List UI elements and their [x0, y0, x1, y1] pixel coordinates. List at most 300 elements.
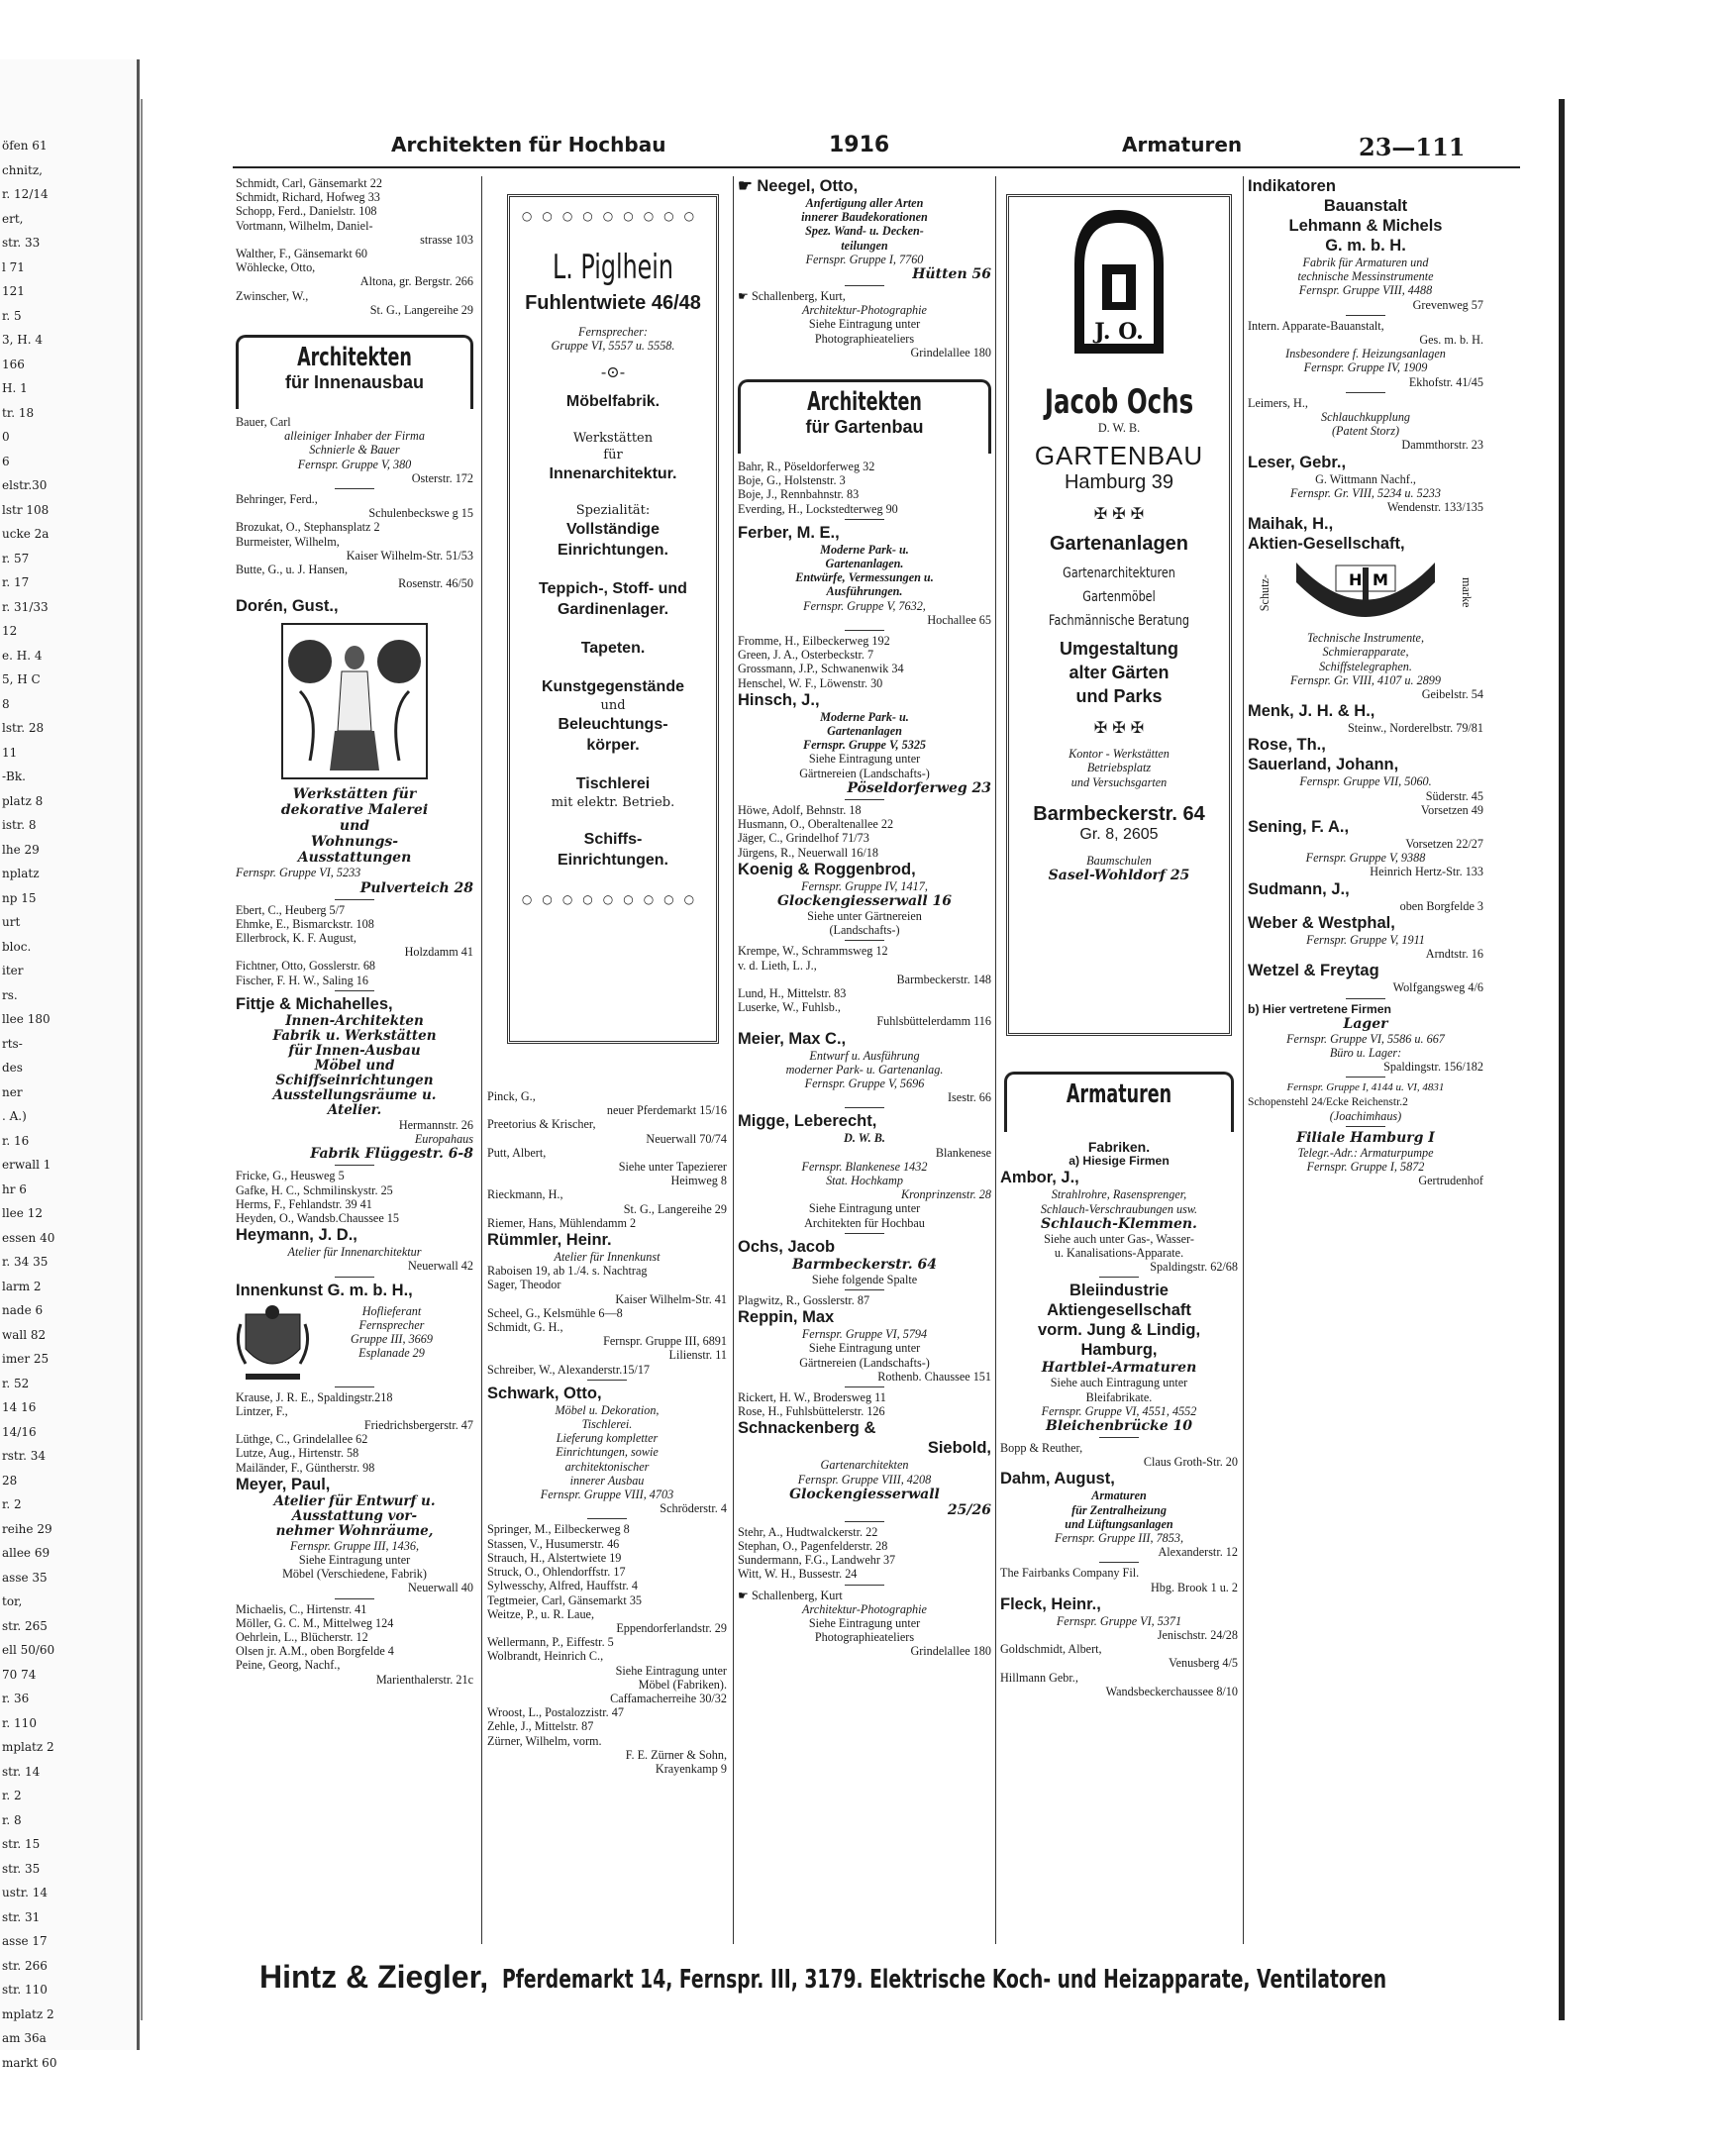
left-page-fragment: asse 35: [2, 1570, 48, 1585]
text-line: Fernspr. Gruppe IV, 1909: [1303, 360, 1428, 375]
text-line: Insbesondere f. Heizungsanlagen: [1285, 347, 1446, 361]
entry-name: Boje, J., Rennbahnstr. 83: [738, 487, 860, 502]
directory-entry: [487, 1363, 727, 1377]
directory-entry: [487, 1579, 727, 1592]
text-line: Architekten für Hochbau: [804, 1215, 925, 1230]
entry-address: strasse 103: [420, 232, 473, 247]
entry-list: [236, 1390, 473, 1475]
svg-text:J. O.: J. O.: [1094, 319, 1144, 345]
text-line: Ausstattungen: [297, 850, 412, 867]
directory-entry: [738, 1539, 991, 1553]
ad-line: Gardinenlager.: [557, 601, 669, 619]
entry-list: [738, 634, 991, 690]
entry-address: Fernspr. Gruppe III, 6891: [603, 1334, 727, 1349]
text-line: Möbel und: [314, 1057, 395, 1074]
left-page-fragment: r. 2: [2, 1789, 22, 1802]
jacob-ochs-name: Jacob Ochs: [1044, 382, 1194, 422]
entry-name: Vortmann, Wilhelm, Daniel-: [236, 218, 373, 233]
directory-entry: [236, 1658, 473, 1686]
entry-name: Wroost, L., Postalozzistr. 47: [487, 1705, 624, 1720]
directory-entry: [236, 1644, 473, 1658]
left-page-fragment: nade 6: [2, 1303, 44, 1317]
entry-name: Boje, G., Holstenstr. 3: [738, 473, 846, 488]
ad-line: Gartenmöbel: [1082, 589, 1156, 606]
footer-advertisement: [259, 1959, 1557, 1999]
heymann-name: Heymann, J. D.,: [236, 1226, 357, 1245]
entry-name: Herms, F., Fehlandstr. 39 41: [236, 1196, 372, 1211]
column-divider: [733, 176, 734, 1944]
directory-entry: [487, 1216, 727, 1230]
text-line: Möbel (Verschiedene, Fabrik): [282, 1567, 427, 1582]
entry-address: Barmbeckerstr. 148: [896, 972, 991, 986]
ambor-name: Ambor, J.,: [1000, 1169, 1079, 1187]
entry-list: [487, 1089, 727, 1230]
text-line: Schiffstelegraphen.: [1319, 659, 1412, 673]
left-page-fragment: rstr. 34: [2, 1449, 47, 1463]
directory-entry: [738, 1404, 991, 1418]
entry-name: Sundermann, F.G., Landwehr 37: [738, 1553, 896, 1568]
text-line: und Lüftungsanlagen: [1065, 1516, 1173, 1531]
entry-name: Stehr, A., Hudtwalckerstr. 22: [738, 1524, 878, 1539]
entry-name: Luserke, W., Fuhlsb.,: [738, 1000, 841, 1015]
text-line: Möbel u. Dekoration,: [555, 1402, 660, 1417]
entry-name: Pinck, G.,: [487, 1089, 536, 1103]
entry-name: Oehrlein, L., Blücherstr. 12: [236, 1629, 368, 1644]
left-page-fragment: l 71: [2, 259, 25, 274]
sening-name: Sening, F. A.,: [1248, 818, 1350, 837]
directory-entry: [236, 176, 473, 190]
directory-entry: [487, 1692, 727, 1705]
left-page-fragment: ustr. 14: [2, 1886, 49, 1899]
directory-entry: [487, 1635, 727, 1649]
entry-name: Höwe, Adolf, Behnstr. 18: [738, 802, 862, 817]
trademark-icon: [1291, 558, 1440, 627]
text-line: Betriebsplatz: [1086, 761, 1152, 775]
left-page-fragment: imer 25: [2, 1352, 50, 1366]
entry-name: Rickert, H. W., Brodersweg 11: [738, 1389, 886, 1404]
entry-name: Burmeister, Wilhelm,: [236, 534, 340, 549]
entry-address: neuer Pferdemarkt 15/16: [606, 1103, 727, 1118]
entry-address: Neuerwall 70/74: [646, 1131, 727, 1146]
left-page-fragment: r. 110: [2, 1715, 37, 1730]
ad-line: Innenarchitektur.: [549, 465, 677, 483]
ad-line: Teppich-, Stoff- und: [539, 580, 687, 598]
text-line: Gartenanlagen: [827, 724, 902, 739]
left-page-fragment: np 15: [2, 890, 37, 905]
entry-list: [1000, 1642, 1238, 1698]
directory-entry: [487, 1593, 727, 1607]
entry-address: Wandsbeckerchaussee 8/10: [1105, 1684, 1238, 1698]
text-line: Architektur-Photographie: [802, 303, 927, 318]
migge-name: Migge, Leberecht,: [738, 1112, 877, 1131]
entry-schallenberg: [738, 289, 991, 359]
directory-entry: [738, 1000, 991, 1028]
directory-entry: [738, 676, 991, 690]
entry-list: [738, 944, 991, 1028]
directory-entry: [487, 1278, 727, 1305]
entry-address: Venusberg 4/5: [1169, 1656, 1238, 1671]
text-line: Aktiengesellschaft: [1047, 1301, 1191, 1320]
left-page-fragment: r. 34 35: [2, 1255, 49, 1269]
left-page-fragment: urt: [2, 915, 21, 929]
entry-name: Hillmann Gebr.,: [1000, 1670, 1078, 1685]
entry-list: [738, 1525, 991, 1582]
entry-address: Grindelallee 180: [910, 345, 991, 359]
left-page-fragment: ert,: [2, 211, 24, 226]
header-rule: [233, 166, 1520, 168]
left-page-fragment: r. 12/14: [2, 187, 49, 201]
svg-text:H: H: [1349, 570, 1363, 590]
entry-name: Fromme, H., Eilbeckerweg 192: [738, 634, 890, 649]
text-line: Strahlrohre, Rasensprenger,: [1051, 1187, 1187, 1202]
text-line: Siehe auch unter Gas-, Wasser-: [1044, 1231, 1194, 1246]
directory-entry: [236, 492, 473, 520]
left-page-fragment: am 36a: [2, 2031, 47, 2045]
left-page-fragment: elstr.30: [2, 478, 48, 492]
left-page-fragment: r. 16: [2, 1133, 30, 1148]
text-line: moderner Park- u. Gartenanlag.: [785, 1062, 944, 1077]
left-page-fragment: ner: [2, 1084, 23, 1099]
entry-name: Lutze, Aug., Hirtenstr. 58: [236, 1446, 359, 1461]
entry-list: [236, 176, 473, 317]
left-page-fragment: tr. 18: [2, 405, 35, 420]
text-line: Ausstattung vor-: [291, 1507, 418, 1524]
left-page-fragment: mplatz 2: [2, 1740, 54, 1754]
text-line: Siehe Eintragung unter: [808, 1616, 921, 1631]
left-page-fragment: platz 8: [2, 793, 44, 808]
column-divider: [995, 176, 996, 1944]
directory-entry: [487, 1089, 727, 1117]
entry-name: Michaelis, C., Hirtenstr. 41: [236, 1601, 367, 1616]
entry-name: Intern. Apparate-Bauanstalt,: [1248, 318, 1384, 333]
fittje-fabrik: Fabrik Flüggestr. 6-8: [310, 1146, 473, 1163]
piglhein-services: [516, 391, 710, 871]
entry-name: Weitze, P., u. R. Laue,: [487, 1606, 595, 1621]
text-line: Fabrik für Armaturen und: [1302, 256, 1429, 269]
directory-entry: [236, 535, 473, 563]
entry-name: Schreiber, W., Alexanderstr.15/17: [487, 1362, 651, 1377]
bleiindustrie-name: [1000, 1281, 1238, 1360]
text-line: Siehe auch Eintragung unter: [1050, 1376, 1188, 1390]
text-line: Bleifabrikate.: [1085, 1389, 1153, 1404]
directory-entry: [738, 1525, 991, 1539]
directory-entry: [738, 986, 991, 1000]
text-line: Schiffseinrichtungen: [275, 1072, 434, 1088]
ad-line: Spezialität:: [575, 503, 651, 519]
entry-name: Struck, O., Ohlendorffstr. 17: [487, 1565, 626, 1580]
left-page-fragment: larm 2: [2, 1279, 42, 1293]
entry-name: Wellermann, P., Eiffestr. 5: [487, 1635, 614, 1650]
directory-entry: [236, 1446, 473, 1460]
text-line: Fernsprecher: [358, 1317, 425, 1332]
text-line: Spez. Wand- u. Decken-: [805, 224, 924, 239]
entry-list: [487, 1522, 727, 1776]
piglhein-advertisement: ○○○○○○○○○ L. Piglhein Fuhlentwiete 46/48 Fernsprecher: Gruppe VI, 5557 u. 5558. -⊙- Möbelfabrik. Werkstätten für Innenarchitektur. Spezialität: Vollständige Einrichtungen. Teppich-, Stoff- und Gardinenlager. Tapeten. Kunstgegenstände und Beleuchtungs- körper. Tischlerei mit elektr. Betrieb. Schiffs- Einrichtungen. ○○○○○○○○○: [507, 194, 719, 1044]
entry-bauer: [236, 415, 473, 485]
directory-entry: [738, 460, 991, 473]
text-line: für Innen-Ausbau: [288, 1042, 421, 1059]
entry-list: [236, 1602, 473, 1687]
ad-line: Kunstgegenstände: [541, 678, 684, 696]
entry-name: Schopp, Ferd., Danielstr. 108: [236, 204, 377, 219]
left-page-fragment: tor,: [2, 1594, 23, 1608]
entry-name: Strauch, H., Alstertwiete 19: [487, 1550, 622, 1565]
text-line: Armaturen: [1091, 1489, 1147, 1503]
text-line: Ausführungen.: [826, 584, 903, 599]
entry-name: Fichtner, Otto, Gosslerstr. 68: [236, 959, 376, 974]
meier-name: Meier, Max C.,: [738, 1029, 847, 1048]
entry-name: Ellerbrock, K. F. August,: [236, 931, 356, 946]
innenkunst-name: Innenkunst G. m. b. H.,: [236, 1281, 413, 1299]
text-line: Schmierapparate,: [1322, 645, 1409, 660]
text-line: teilungen: [841, 238, 888, 253]
entry-name: Stephan, O., Pagenfelderstr. 28: [738, 1539, 888, 1553]
fittje-name: Fittje & Michahelles,: [236, 994, 393, 1013]
left-page-fragment: r. 8: [2, 1812, 22, 1827]
left-page-fragment: iter: [2, 964, 24, 977]
left-page-fragment: 6: [2, 454, 10, 468]
left-page-fragment: H. 1: [2, 381, 28, 395]
directory-entry: [236, 1461, 473, 1475]
directory-entry: [487, 1734, 727, 1777]
entry-name: Olsen jr. A.M., oben Borgfelde 4: [236, 1644, 394, 1659]
text-line: Gärtnereien (Landschafts-): [799, 1355, 930, 1370]
text-line: Tischlerei.: [581, 1417, 633, 1432]
text-line: Werkstätten für: [292, 786, 417, 803]
rose-name: Rose, Th.,: [1248, 736, 1326, 755]
left-page-fragment: markt 60: [2, 2055, 57, 2070]
text-line: Innen-Architekten: [285, 1012, 424, 1029]
directory-entry: [487, 1551, 727, 1565]
left-page-fragment: öfen 61: [2, 139, 48, 153]
entry-name: Schmidt, Carl, Gänsemarkt 22: [236, 176, 382, 190]
text-line: Ausstellungsräume u.: [272, 1086, 437, 1103]
text-line: G. Wittmann Nachf.,: [1315, 471, 1416, 486]
directory-entry: [738, 959, 991, 986]
text-line: Esplanade 29: [358, 1346, 425, 1361]
entry-address: Siehe Eintragung unter: [615, 1663, 727, 1678]
directory-entry: [738, 634, 991, 648]
text-line: G. m. b. H.: [1325, 237, 1406, 255]
left-page-fragment: str. 14: [2, 1764, 41, 1779]
entry-name: ☛ Schallenberg, Kurt,: [738, 289, 846, 304]
jacob-ochs-services: [1013, 533, 1225, 708]
leser-name: Leser, Gebr.,: [1248, 453, 1347, 471]
coat-of-arms-icon: [236, 1304, 310, 1384]
left-page-fragment: r. 5: [2, 308, 22, 323]
entry-address: Fuhlsbüttelerdamm 116: [876, 1014, 991, 1029]
lehmann-michels-name: [1248, 196, 1483, 256]
ad-line: Möbelfabrik.: [565, 393, 661, 411]
entry-address: St. G., Langereihe 29: [623, 1201, 727, 1216]
directory-entry: [738, 502, 991, 516]
directory-entry: [236, 1404, 473, 1432]
left-page-fragment: mplatz 2: [2, 2006, 54, 2021]
left-page-fragment: istr. 8: [2, 818, 37, 832]
entry-name: Ehmke, E., Bismarckstr. 108: [236, 916, 374, 931]
directory-entry: [236, 1390, 473, 1404]
koenig-name: Koenig & Roggenbrod,: [738, 860, 916, 878]
text-line: Wohnungs-: [310, 834, 399, 851]
text-line: architektonischer: [564, 1459, 650, 1474]
text-line: Moderne Park- u.: [820, 542, 909, 557]
entry-name: Husmann, O., Oberaltenallee 22: [738, 817, 894, 832]
ad-line: Tapeten.: [580, 640, 646, 658]
left-page-fragment: wall 82: [2, 1327, 47, 1342]
left-page-fragment: rts-: [2, 1036, 23, 1051]
text-line: Fabrik u. Werkstätten: [272, 1027, 437, 1044]
entry-name: Preetorius & Krischer,: [487, 1117, 596, 1132]
entry-name: Schmidt, G. H.,: [487, 1320, 563, 1335]
entry-address: Möbel (Fabriken).: [638, 1677, 727, 1692]
section-heading-innenausbau: Architekten für Innenausbau: [236, 335, 473, 409]
entry-name: Bauer, Carl: [236, 415, 291, 430]
text-line: Atelier.: [327, 1101, 382, 1118]
ferber-name: Ferber, M. E.,: [738, 523, 840, 542]
left-page-fragment: 5, H C: [2, 672, 41, 686]
directory-entry: [738, 1390, 991, 1404]
left-page-fragment: r. 2: [2, 1497, 22, 1511]
entry-address: F. E. Zürner & Sohn,: [625, 1747, 727, 1762]
header-left: Architekten für Hochbau: [391, 133, 666, 156]
directory-entry: [487, 1537, 727, 1551]
directory-entry: [487, 1146, 727, 1188]
left-page-fragment: str. 35: [2, 1861, 41, 1876]
left-page-fragment: reihe 29: [2, 1521, 52, 1536]
svg-text:M: M: [1373, 570, 1388, 590]
wetzel-name: Wetzel & Freytag: [1248, 962, 1379, 980]
entry-address: Caffamacherreihe 30/32: [610, 1691, 727, 1705]
left-page-fragment: chnitz,: [2, 162, 43, 177]
entry-list: [738, 1390, 991, 1418]
entry-name: Brozukat, O., Stephansplatz 2: [236, 520, 380, 535]
piglhein-name: L. Piglhein: [553, 248, 673, 287]
entry-address: Kaiser Wilhelm-Str. 51/53: [346, 548, 473, 563]
directory-entry: [236, 1169, 473, 1182]
entry-address: Ekhofstr. 41/45: [1408, 374, 1483, 389]
entry-address: Wendenstr. 133/135: [1386, 500, 1483, 515]
text-line: für Zentralheizung: [1071, 1502, 1167, 1517]
header-right: Armaturen: [1122, 133, 1243, 156]
entry-name: Riemer, Hans, Mühlendamm 2: [487, 1215, 637, 1230]
entry-name: Grossmann, J.P., Schwanenwik 34: [738, 662, 904, 676]
entry-name: Walther, F., Gänsemarkt 60: [236, 247, 367, 261]
dahm-name: Dahm, August,: [1000, 1470, 1115, 1489]
ad-line: Gartenarchitekturen: [1063, 565, 1175, 582]
entry-address: Holzdamm 41: [404, 945, 473, 960]
left-page-fragment: lstr. 28: [2, 721, 45, 735]
entry-name: Zwinscher, W.,: [236, 288, 309, 303]
entry-name: Green, J. A., Osterbeckstr. 7: [738, 648, 874, 663]
directory-entry: [236, 190, 473, 204]
neegel-name: ☛ Neegel, Otto,: [738, 177, 859, 195]
text-line: (Patent Storz): [1331, 424, 1400, 439]
directory-entry: [738, 944, 991, 958]
entry-name: Peine, Georg, Nachf.,: [236, 1658, 341, 1673]
maihak-name: Maihak, H.,: [1248, 515, 1334, 534]
entry-list: [236, 492, 473, 590]
text-line: u. Kanalisations-Apparate.: [1054, 1246, 1184, 1261]
text-line: Architektur-Photographie: [802, 1601, 927, 1616]
entry-name: Zürner, Wilhelm, vorm.: [487, 1733, 602, 1748]
directory-entry: [236, 1602, 473, 1616]
directory-entry: [236, 260, 473, 288]
entry-name: Schmidt, Richard, Hofweg 33: [236, 190, 380, 205]
ad-line: und Parks: [1075, 686, 1163, 707]
entry-name: Witt, W. H., Bussestr. 24: [738, 1567, 858, 1582]
entry-name: Mailänder, F., Güntherstr. 98: [236, 1460, 375, 1475]
entry-name: Tegtmeier, Carl, Gänsemarkt 35: [487, 1592, 643, 1607]
directory-entry: [236, 903, 473, 917]
left-page-fragment: llee 12: [2, 1206, 43, 1220]
directory-entry: [738, 648, 991, 662]
left-page-fragment: hr 6: [2, 1181, 27, 1196]
text-line: Photographieateliers: [814, 1630, 915, 1645]
entry-name: Lund, H., Mittelstr. 83: [738, 985, 847, 1000]
text-line: Technische Instrumente,: [1306, 631, 1425, 646]
left-page-fragment: r. 52: [2, 1376, 30, 1390]
directory-entry: [236, 520, 473, 534]
text-line: Ges. m. b. H.: [1419, 333, 1483, 348]
section-heading-gartenbau: Architekten für Gartenbau: [738, 379, 991, 454]
left-page-fragment: 14/16: [2, 1424, 37, 1439]
ad-line: Einrichtungen.: [558, 542, 668, 560]
left-page-fragment: r. 36: [2, 1692, 30, 1705]
entry-name: Lintzer, F.,: [236, 1403, 288, 1418]
entry-name: Putt, Albert,: [487, 1145, 547, 1160]
text-line: Anfertigung aller Arten: [805, 196, 924, 210]
text-line: Siehe unter Gärtnereien: [807, 908, 922, 923]
left-page-fragment: str. 31: [2, 1909, 41, 1924]
entry-name: Bahr, R., Pöseldorferweg 32: [738, 460, 875, 474]
entry-address: Schulenbeckswe g 15: [368, 506, 473, 521]
schwark-name: Schwark, Otto,: [487, 1384, 602, 1402]
header-year: 1916: [829, 133, 890, 157]
ad-line: Einrichtungen.: [558, 852, 668, 870]
left-page-fragment: -Bk.: [2, 770, 26, 783]
sauerland-name: Sauerland, Johann,: [1248, 756, 1399, 774]
ad-line: und: [600, 698, 626, 714]
jacob-ochs-logo-icon: [1065, 205, 1173, 373]
header-page-number: 23—111: [1359, 133, 1466, 161]
ochs-name: Ochs, Jacob: [738, 1237, 836, 1256]
column-3: ☛ Neegel, Otto, Anfertigung aller Arten innerer Baudekorationen Spez. Wand- u. Decken- teilungen Fernspr. Gruppe I, 7760 Hütten 56 ☛ Schallenberg, Kurt, Architektur-Photographie Siehe Eintragung unter Photographieateliers Grindelallee 180 Architekten für Gartenbau Bahr, R., Pöseldorferweg 32 Boje, G., Holstenstr. 3 Boje, J., Rennbahnstr. 83 Everding, H., Lockstedterweg 90 Ferber, M. E., Moderne Park- u. Gartenanlagen. Entwürfe, Vermessungen u. Ausführungen. Fernspr. Gruppe V, 7632, Hochallee 65 Fromme, H., Eilbeckerweg 192 Green, J. A., Osterbeckstr. 7 Grossmann, J.P., Schwanenwik 34 Henschel, W. F., Löwenstr. 30 Hinsch, J., Moderne Park- u. Gartenanlagen Fernspr. Gruppe V, 5325 Siehe Eintragung unter Gärtnereien (Landschafts-) Pöseldorferweg 23 Höwe, Adolf, Behnstr. 18 Husmann, O., Oberaltenallee 22 Jäger, C., Grindelhof 71/73 Jürgens, R., Neuerwall 16/18 Koenig & Roggenbrod, Fernspr. Gruppe IV, 1417, Glockengiesserwall 16 Siehe unter Gärtnereien (Landschafts-) Krempe, W., Schrammsweg 12 v. d. Lieth, L. J., Barmbeckerstr. 148 Lund, H., Mittelstr. 83 Luserke, W., Fuhlsb., Fuhlsbüttelerdamm 116 Meier, Max C., Entwurf u. Ausführung moderner Park- u. Gartenanlag. Fernspr. Gruppe V, 5696 Isestr. 66 Migge, Leberecht, D. W. B. Blankenese Fernspr. Blankenese 1432 Stat. Hochkamp Kronprinzenstr. 28 Siehe Eintragung unter Architekten für Hochbau Ochs, Jacob Barmbeckerstr. 64 Siehe folgende Spalte Plagwitz, R., Gosslerstr. 87 Reppin, Max Fernspr. Gruppe VI, 5794 Siehe Eintragung unter Gärtnereien (Landschafts-) Rothenb. Chaussee 151 Rickert, H. W., Brodersweg 11 Rose, H., Fuhlsbüttelerstr. 126 Schnackenberg & Siebold, Gartenarchitekten Fernspr. Gruppe VIII, 4208 Glockengiesserwall 25/26 Stehr, A., Hudtwalckerstr. 22 Stephan, O., Pagenfelderstr. 28 Sundermann, F.G., Landwehr 37 Witt, W. H., Bussestr. 24 ☛ Schallenberg, Kurt Architektur-Photographie Siehe Eintragung unter Photographieateliers Grindelallee 180: [738, 177, 991, 1659]
doren-description: [236, 786, 473, 866]
entry-name: Springer, M., Eilbeckerweg 8: [487, 1522, 630, 1537]
ad-line: Fachmännische Beratung: [1049, 613, 1189, 630]
entry-name: Heyden, O., Wandsb.Chaussee 15: [236, 1210, 399, 1225]
entry-name: Fischer, F. H. W., Saling 16: [236, 973, 368, 987]
footer-company: Hintz & Ziegler,: [259, 1959, 489, 1995]
entry-address: Grindelallee 180: [910, 1644, 991, 1659]
text-line: und: [339, 818, 370, 835]
doren-figure-illustration: [280, 622, 429, 780]
text-line: und Versuchsgarten: [1070, 774, 1168, 789]
column-1: Schmidt, Carl, Gänsemarkt 22 Schmidt, Richard, Hofweg 33 Schopp, Ferd., Danielstr. 108 Vortmann, Wilhelm, Daniel- strasse 103 Walther, F., Gänsemarkt 60 Wöhlecke, Otto, Altona, gr. Bergstr. 266 Zwinscher, W., St. G., Langereihe 29 Architekten für Innenausbau Bauer, Carl alleiniger Inhaber der Firma Schnierle & Bauer Fernspr. Gruppe V, 380 Osterstr. 172 Behringer, Ferd., Schulenbeckswe g 15 Brozukat, O., Stephansplatz 2 Burmeister, Wilhelm, Kaiser Wilhelm-Str. 51/53 Butte, G., u. J. Hansen, Rosenstr. 46/50 Dorén, Gust., Werkstätten für dekorative Malerei und Wohnungs- Ausstattungen Fernspr. Gruppe VI, 5233 Pulverteich 28 Ebert, C., Heuberg 5/7 Ehmke, E., Bismarckstr. 108 Ellerbrock, K. F. August, Holzdamm 41 Fichtner, Otto, Gosslerstr. 68 Fischer, F. H. W., Saling 16 Fittje & Michahelles, Innen-Architekten Fabrik u. Werkstätten für Innen-Ausbau Möbel und Schiffseinrichtungen Ausstellungsräume u. Atelier. Hermannstr. 26 Europahaus Fabrik Flüggestr. 6-8 Fricke, G., Heusweg 5 Gafke, H. C., Schmilinskystr. 25 Herms, F., Fehlandstr. 39 41 Heyden, O., Wandsb.Chaussee 15 Heymann, J. D., Atelier für Innenarchitektur Neuerwall 42 Innenkunst G. m. b. H., Hoflieferant Fernsprecher Gruppe III, 3669 Esplanade 29 Krause, J. R. E., Spaldingstr.218 Lintzer, F., Friedrichsbergerstr. 47 Lüthge, C., Grindelallee 62 Lutze, Aug., Hirtenstr. 58 Mailänder, F., Güntherstr. 98 Meyer, Paul, Atelier für Entwurf u. Ausstattung vor- nehmer Wohnräume, Fernspr. Gruppe III, 1436, Siehe Eintragung unter Möbel (Verschiedene, Fabrik) Neuerwall 40 Michaelis, C., Hirtenstr. 41 Möller, G. C. M., Mittelweg 124 Oehrlein, L., Blücherstr. 12 Olsen jr. A.M., oben Borgfelde 4 Peine, Georg, Nachf., Marienthalerstr. 21c: [236, 176, 473, 1687]
text-line: Schlauch-Verschraubungen usw.: [1040, 1201, 1198, 1216]
left-page-fragment: lhe 29: [2, 842, 40, 857]
text-line: Gartenanlagen.: [825, 557, 904, 571]
text-line: Photographieateliers: [814, 331, 915, 346]
directory-entry: [236, 563, 473, 590]
directory-entry: [236, 1432, 473, 1446]
column-4: J. O. Jacob Ochs D. W. B. GARTENBAU Hamburg 39 ✠ ✠ ✠ Gartenanlagen Gartenarchitekturen Gartenmöbel Fachmännische Beratung Umgestaltung alter Gärten und Parks ✠ ✠ ✠ Kontor - Werkstätten Betriebsplatz und Versuchsgarten Barmbeckerstr. 64 Gr. 8, 2605 Baumschulen Sasel-Wohldorf 25 Armaturen Fabriken. a) Hiesige Firmen Ambor, J., Strahlrohre, Rasensprenger, Schlauch-Verschraubungen usw. Schlauch-Klemmen. Siehe auch unter Gas-, Wasser- u. Kanalisations-Apparate. Spaldingstr. 62/68 Bleiindustrie Aktiengesellschaft vorm. Jung & Lindig, Hamburg, Hartblei-Armaturen Siehe auch Eintragung unter Bleifabrikate. Fernspr. Gruppe VI, 4551, 4552 Bleichenbrücke 10 Bopp & Reuther, Claus Groth-Str. 20 Dahm, August, Armaturen für Zentralheizung und Lüftungsanlagen Fernspr. Gruppe III, 7853, Alexanderstr. 12 The Fairbanks Company Fil. Hbg. Brook 1 u. 2 Fleck, Heinr., Fernspr. Gruppe VI, 5371 Jenischstr. 24/28 Goldschmidt, Albert, Venusberg 4/5 Hillmann Gebr., Wandsbeckerchaussee 8/10: [1000, 176, 1238, 1698]
directory-entry: [236, 1616, 473, 1630]
column-divider: [1243, 176, 1244, 1944]
left-page-fragment: bloc.: [2, 939, 32, 954]
left-page-fragment: [0, 59, 140, 2070]
column-divider: [481, 176, 482, 1944]
